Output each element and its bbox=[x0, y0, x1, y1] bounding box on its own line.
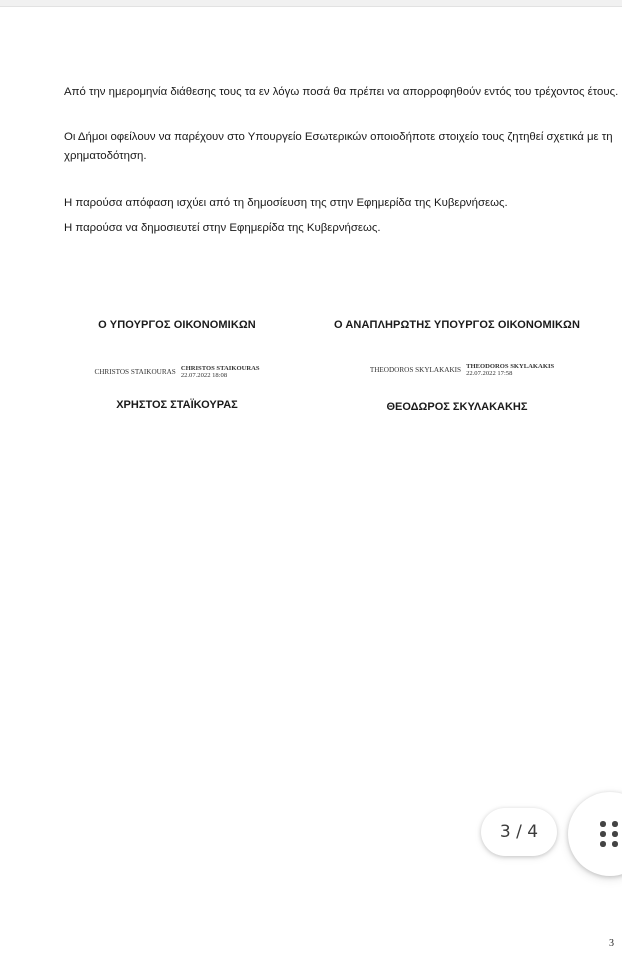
page-number: 3 bbox=[609, 938, 614, 949]
paragraph-absorption-deadline: Από την ημερομηνία διάθεσης τους τα εν λόγω ποσά θα πρέπει να απορροφηθούν εντός του τρέχοντος έτους. bbox=[64, 86, 619, 98]
digital-signature-date: 22.07.2022 18:08 bbox=[180, 372, 228, 379]
viewer-top-bar bbox=[0, 0, 622, 7]
digital-signature-name: THEODOROS SKYLAKAKIS bbox=[369, 366, 462, 374]
digital-signature bbox=[326, 355, 598, 385]
digital-signature-signer: CHRISTOS STAIKOURAS bbox=[180, 365, 260, 372]
paragraph-publication: Η παρούσα να δημοσιευτεί στην Εφημερίδα της Κυβερνήσεως. bbox=[64, 222, 381, 234]
signatory-title: Ο ΑΝΑΠΛΗΡΩΤΗΣ ΥΠΟΥΡΓΟΣ ΟΙΚΟΝΟΜΙΚΩΝ bbox=[333, 319, 580, 331]
paragraph-municipalities-obligation: Οι Δήμοι οφείλουν να παρέχουν στο Υπουργείο Εσωτερικών οποιοδήποτε στοιχείο τους ζητηθεί σχετικά με τη χρηματοδότηση. bbox=[64, 131, 613, 162]
signatory-title: Ο ΥΠΟΥΡΓΟΣ ΟΙΚΟΝΟΜΙΚΩΝ bbox=[98, 319, 256, 331]
digital-signature bbox=[64, 357, 290, 387]
signature-block-minister bbox=[64, 317, 290, 413]
signature-block-deputy-minister bbox=[316, 317, 598, 415]
grid-dots-icon bbox=[600, 821, 620, 847]
paragraph-effective-date: Η παρούσα απόφαση ισχύει από τη δημοσίευση της στην Εφημερίδα της Κυβερνήσεως. bbox=[64, 197, 508, 209]
signatory-name: ΘΕΟΔΩΡΟΣ ΣΚΥΛΑΚΑΚΗΣ bbox=[386, 401, 528, 413]
digital-signature-detail bbox=[466, 363, 554, 377]
digital-signature-name: CHRISTOS STAIKOURAS bbox=[94, 368, 176, 376]
digital-signature-signer: THEODOROS SKYLAKAKIS bbox=[466, 363, 555, 370]
digital-signature-detail bbox=[181, 365, 260, 379]
signatory-name: ΧΡΗΣΤΟΣ ΣΤΑΪΚΟΥΡΑΣ bbox=[116, 399, 238, 411]
digital-signature-date: 22.07.2022 17:58 bbox=[466, 370, 513, 377]
page-indicator[interactable]: 3 / 4 bbox=[481, 808, 557, 856]
